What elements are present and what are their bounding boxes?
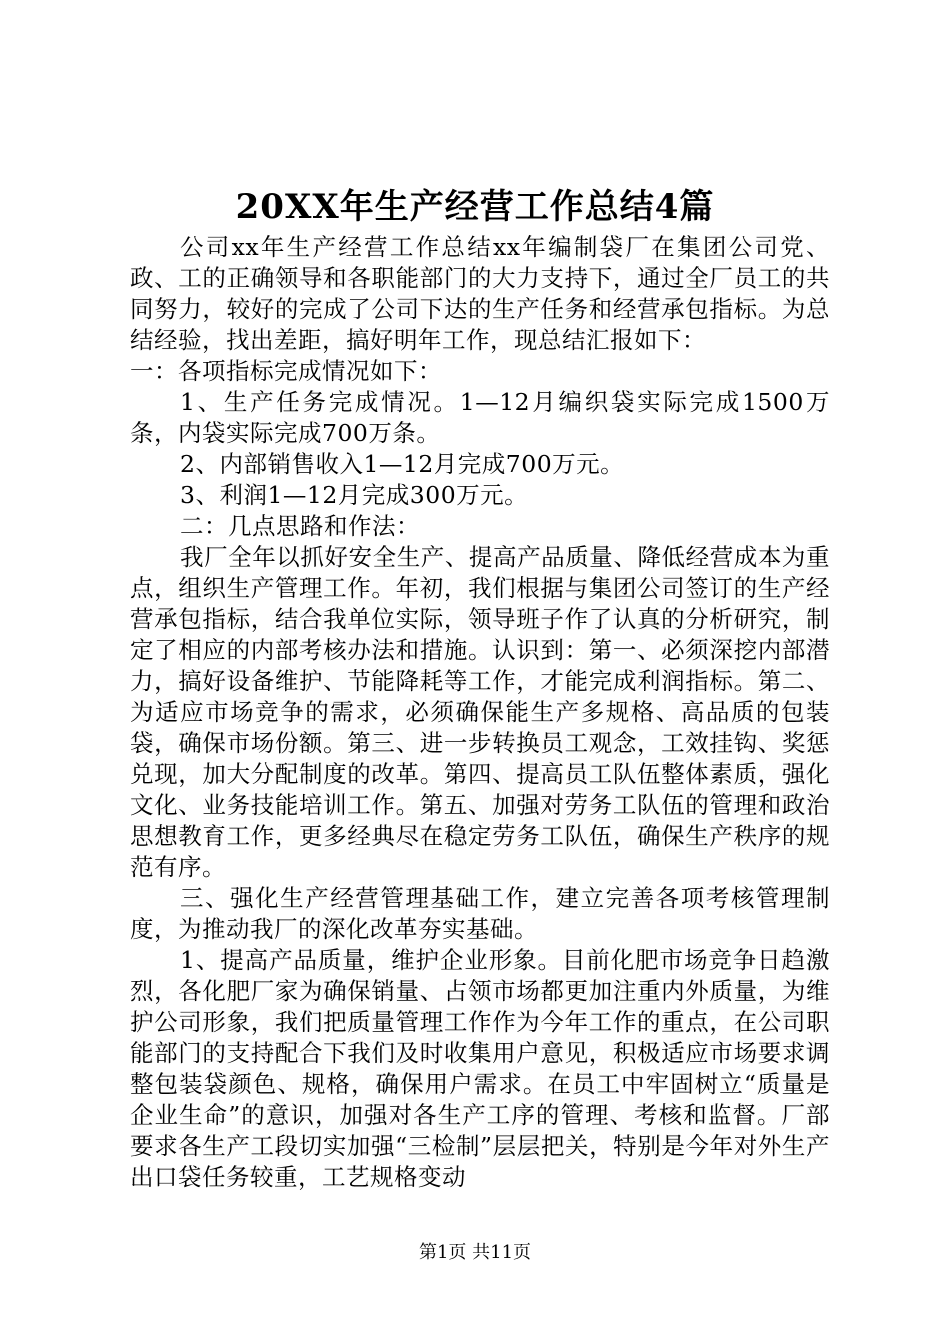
paragraph-approach: 我厂全年以抓好安全生产、提高产品质量、降低经营成本为重点，组织生产管理工作。年初，我们根据与集团公司签订的生产经营承包指标，结合我单位实际，领导班子作了认真的分析研究，制定了相应的内部考核办法和措施。认识到：第一、必须深挖内部潜力，搞好设备维护、节能降耗等工作，才能完成利润指标。第二、为适应市场竞争的需求，必须确保能生产多规格、高品质的包装袋，确保市场份额。第三、进一步转换员工观念，工效挂钩、奖惩兑现，加大分配制度的改革。第四、提高员工队伍整体素质，强化文化、业务技能培训工作。第五、加强对劳务工队伍的管理和政治思想教育工作，更多经典尽在稳定劳务工队伍，确保生产秩序的规范有序。 [130, 543, 830, 881]
page-number: 第1页 共11页 [418, 1242, 532, 1263]
document-body [130, 232, 830, 1193]
paragraph-item-3: 3、利润1—12月完成300万元。 [180, 481, 529, 509]
heading-section-2: 二：几点思路和作法： [180, 512, 420, 540]
document-title: 20XX年生产经营工作总结4篇 [235, 187, 715, 227]
heading-section-3: 三、强化生产经营管理基础工作，建立完善各项考核管理制度，为推动我厂的深化改革夯实基础。 [130, 884, 830, 943]
paragraph-quality: 1、提高产品质量，维护企业形象。目前化肥市场竞争日趋激烈，各化肥厂家为确保销量、占领市场都更加注重内外质量，为维护公司形象，我们把质量管理工作作为今年工作的重点，在公司职能部门的支持配合下我们及时收集用户意见，积极适应市场要求调整包装袋颜色、规格，确保用户需求。在员工中牢固树立“质量是企业生命”的意识，加强对各生产工序的管理、考核和监督。厂部要求各生产工段切实加强“三检制”层层把关，特别是今年对外生产出口袋任务较重，工艺规格变动 [130, 946, 830, 1191]
paragraph-item-2: 2、内部销售收入1—12月完成700万元。 [180, 450, 625, 478]
paragraph-intro: 公司xx年生产经营工作总结xx年编制袋厂在集团公司党、政、工的正确领导和各职能部门的大力支持下，通过全厂员工的共同努力，较好的完成了公司下达的生产任务和经营承包指标。为总结经验，找出差距，搞好明年工作，现总结汇报如下： [130, 233, 830, 354]
heading-section-1: 一：各项指标完成情况如下： [130, 357, 442, 385]
paragraph-item-1: 1、生产任务完成情况。1—12月编织袋实际完成1500万条，内袋实际完成700万条。 [130, 388, 830, 447]
